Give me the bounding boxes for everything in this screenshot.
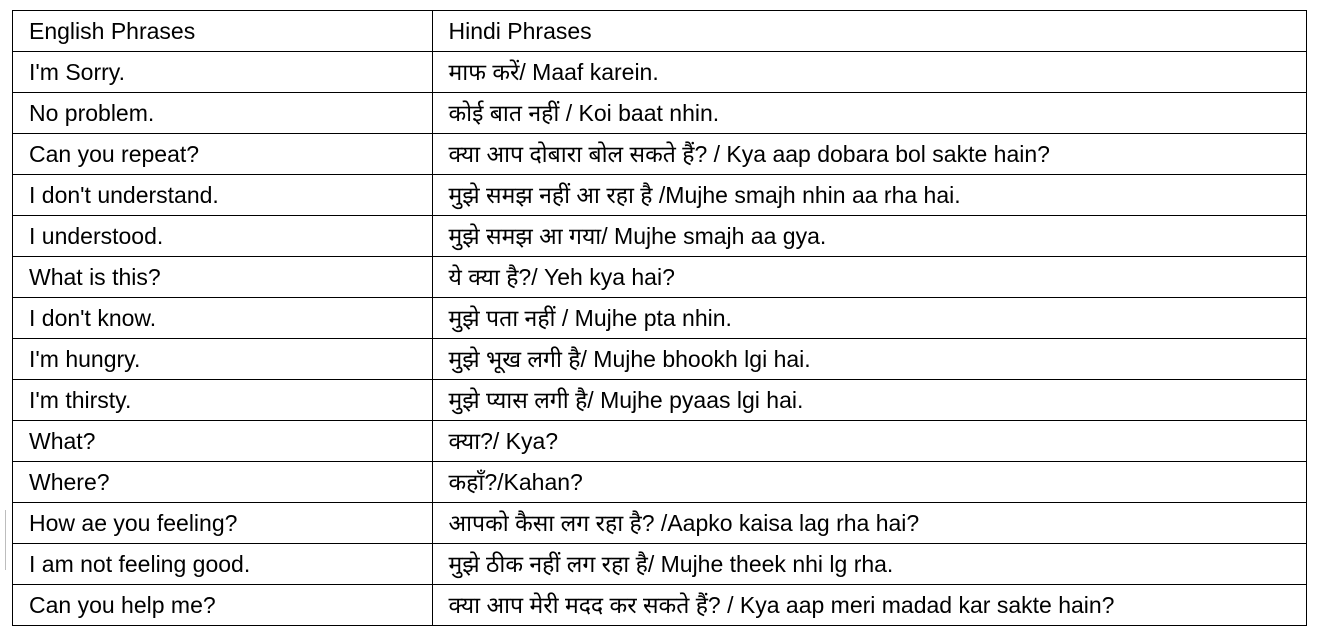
table-row	[13, 52, 1307, 93]
table-row	[13, 93, 1307, 134]
table-row	[13, 421, 1307, 462]
english-cell: How ae you feeling?	[13, 503, 433, 544]
table-row	[13, 339, 1307, 380]
english-cell: What?	[13, 421, 433, 462]
hindi-cell: मुझे प्यास लगी है/ Mujhe pyaas lgi hai.	[432, 380, 1307, 421]
table-row	[13, 585, 1307, 626]
english-cell: I don't know.	[13, 298, 433, 339]
table-row	[13, 257, 1307, 298]
english-cell: I don't understand.	[13, 175, 433, 216]
hindi-cell: क्या आप मेरी मदद कर सकते हैं? / Kya aap meri madad kar sakte hain?	[432, 585, 1307, 626]
hindi-cell: कहाँ?/Kahan?	[432, 462, 1307, 503]
left-edge-mark	[5, 510, 6, 570]
english-cell: I am not feeling good.	[13, 544, 433, 585]
english-cell: Can you repeat?	[13, 134, 433, 175]
table-row	[13, 380, 1307, 421]
table-row	[13, 216, 1307, 257]
hindi-cell: मुझे ठीक नहीं लग रहा है/ Mujhe theek nhi lg rha.	[432, 544, 1307, 585]
hindi-cell: मुझे भूख लगी है/ Mujhe bhookh lgi hai.	[432, 339, 1307, 380]
hindi-cell: मुझे समझ आ गया/ Mujhe smajh aa gya.	[432, 216, 1307, 257]
hindi-cell: मुझे समझ नहीं आ रहा है /Mujhe smajh nhin aa rha hai.	[432, 175, 1307, 216]
english-cell: What is this?	[13, 257, 433, 298]
phrase-table	[12, 10, 1307, 626]
header-english: English Phrases	[13, 11, 433, 52]
header-hindi: Hindi Phrases	[432, 11, 1307, 52]
table-row	[13, 544, 1307, 585]
english-cell: I'm hungry.	[13, 339, 433, 380]
hindi-cell: माफ करें/ Maaf karein.	[432, 52, 1307, 93]
table-row	[13, 134, 1307, 175]
hindi-cell: कोई बात नहीं / Koi baat nhin.	[432, 93, 1307, 134]
hindi-cell: क्या आप दोबारा बोल सकते हैं? / Kya aap dobara bol sakte hain?	[432, 134, 1307, 175]
english-cell: I'm thirsty.	[13, 380, 433, 421]
english-cell: Can you help me?	[13, 585, 433, 626]
english-cell: No problem.	[13, 93, 433, 134]
table-row	[13, 462, 1307, 503]
hindi-cell: आपको कैसा लग रहा है? /Aapko kaisa lag rha hai?	[432, 503, 1307, 544]
table-row	[13, 175, 1307, 216]
table-row	[13, 298, 1307, 339]
table-row	[13, 503, 1307, 544]
hindi-cell: मुझे पता नहीं / Mujhe pta nhin.	[432, 298, 1307, 339]
hindi-cell: क्या?/ Kya?	[432, 421, 1307, 462]
hindi-cell: ये क्या है?/ Yeh kya hai?	[432, 257, 1307, 298]
english-cell: I'm Sorry.	[13, 52, 433, 93]
table-header-row	[13, 11, 1307, 52]
english-cell: I understood.	[13, 216, 433, 257]
english-cell: Where?	[13, 462, 433, 503]
